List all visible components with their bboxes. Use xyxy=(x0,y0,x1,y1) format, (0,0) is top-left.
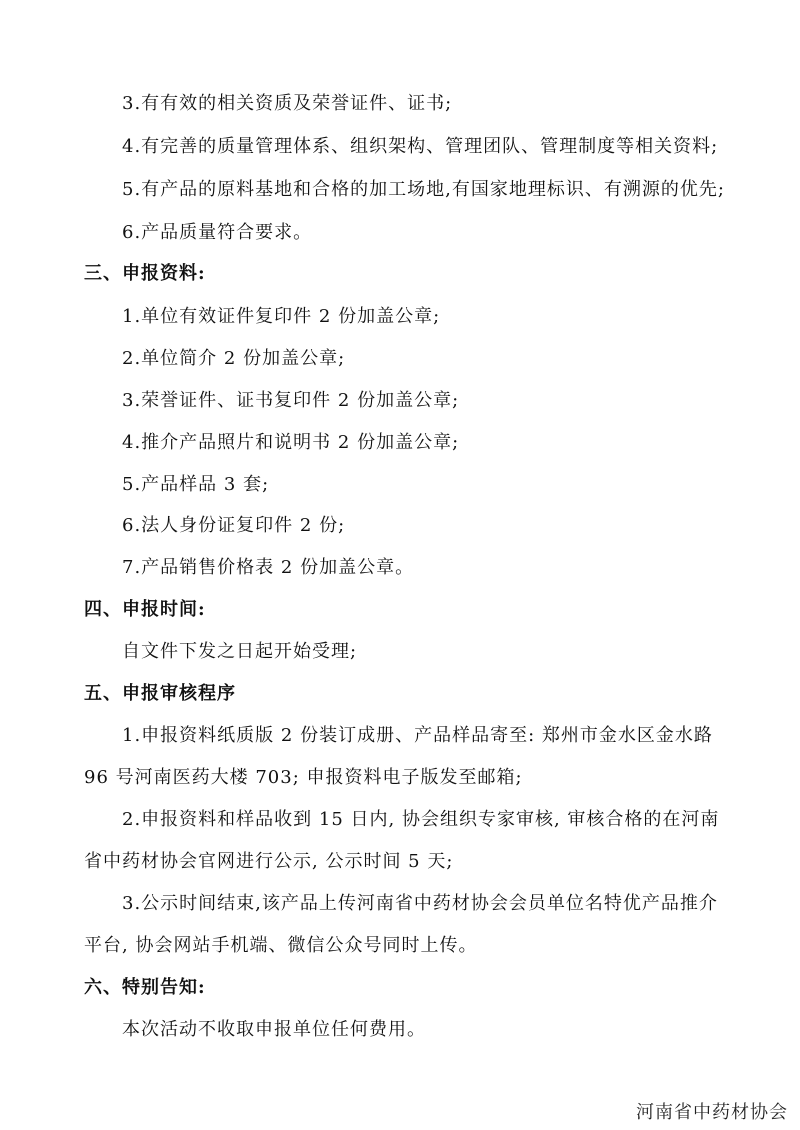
materials-item-1: 1.单位有效证件复印件 2 份加盖公章; xyxy=(122,306,441,327)
association-watermark: 河南省中药材协会 xyxy=(636,1102,788,1123)
materials-item-2: 2.单位简介 2 份加盖公章; xyxy=(122,348,346,369)
requirement-item-3: 3.有有效的相关资质及荣誉证件、证书; xyxy=(122,93,453,114)
procedure-item-3-continued: 平台, 协会网站手机端、微信公众号同时上传。 xyxy=(84,935,478,956)
materials-item-7: 7.产品销售价格表 2 份加盖公章。 xyxy=(122,557,415,578)
requirement-item-5: 5.有产品的原料基地和合格的加工场地,有国家地理标识、有溯源的优先; xyxy=(122,179,725,200)
materials-item-3: 3.荣誉证件、证书复印件 2 份加盖公章; xyxy=(122,390,460,411)
section-heading-procedure: 五、申报审核程序 xyxy=(84,683,236,704)
procedure-item-1: 1.申报资料纸质版 2 份装订成册、产品样品寄至: 郑州市金水区金水路 xyxy=(122,725,713,746)
materials-item-6: 6.法人身份证复印件 2 份; xyxy=(122,515,346,536)
section-heading-materials: 三、申报资料: xyxy=(84,263,206,284)
requirement-item-6: 6.产品质量符合要求。 xyxy=(122,222,313,243)
notice-text: 本次活动不收取申报单位任何费用。 xyxy=(122,1019,426,1040)
procedure-item-1-continued: 96 号河南医药大楼 703; 申报资料电子版发至邮箱; xyxy=(84,767,523,788)
procedure-item-2-continued: 省中药材协会官网进行公示, 公示时间 5 天; xyxy=(84,851,454,872)
section-heading-time: 四、申报时间: xyxy=(84,599,206,620)
requirement-item-4: 4.有完善的质量管理体系、组织架构、管理团队、管理制度等相关资料; xyxy=(122,136,719,157)
procedure-item-2: 2.申报资料和样品收到 15 日内, 协会组织专家审核, 审核合格的在河南 xyxy=(122,809,720,830)
time-text: 自文件下发之日起开始受理; xyxy=(122,641,358,662)
procedure-item-3: 3.公示时间结束,该产品上传河南省中药材协会会员单位名特优产品推介 xyxy=(122,893,718,914)
materials-item-5: 5.产品样品 3 套; xyxy=(122,474,270,495)
materials-item-4: 4.推介产品照片和说明书 2 份加盖公章; xyxy=(122,432,460,453)
section-heading-notice: 六、特别告知: xyxy=(84,977,206,998)
